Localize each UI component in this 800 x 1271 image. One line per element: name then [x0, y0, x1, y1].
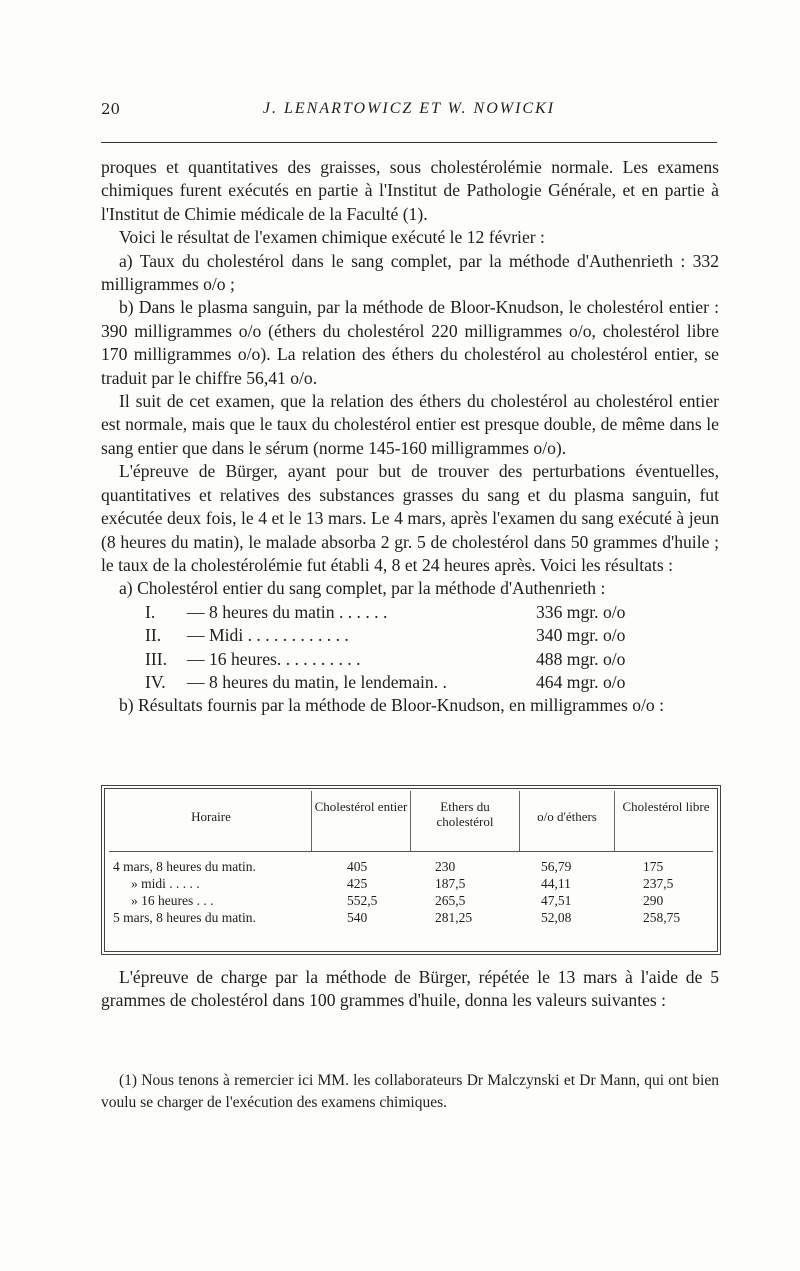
- column-separator: [614, 791, 615, 851]
- table-header: Ethers du cholestérol: [436, 799, 494, 829]
- table-header: o/o d'éthers: [537, 809, 597, 824]
- paragraph: b) Résultats fournis par la méthode de Bloor-Knudson, en milligrammes o/o :: [119, 695, 664, 716]
- page-header: [101, 100, 717, 124]
- list-item: I. — 8 heures du matin . . . . . . 336 mgr. o/o: [145, 601, 626, 622]
- paragraph: a) Taux du cholestérol dans le sang complet, par la méthode d'Authenrieth : 332 milligrammes o/o ;: [101, 250, 719, 295]
- paragraph: Voici le résultat de l'examen chimique exécuté le 12 février :: [119, 227, 545, 248]
- results-table: [101, 785, 721, 955]
- paragraph: L'épreuve de Bürger, ayant pour but de trouver des perturbations éventuelles, quantitatives et relatives des substances grasses du sang et du plasma sanguin, fut exécutée deux fois, le 4 et le 13 mars. Le 4 mars, après l'examen du sang exécuté à jeun (8 heures du matin), le malade absorba 2 gr. 5 de cholestérol dans 50 grammes d'huile ; le taux de la cholestérolémie fut établi 4, 8 et 24 heures après. Voici les résultats :: [101, 461, 719, 575]
- paragraph: b) Dans le plasma sanguin, par la méthode de Bloor-Knudson, le cholestérol entier : 390 milligrammes o/o (éthers du cholestérol 220 milligrammes o/o, cholestérol libre 170 milligrammes o/o). La relation des éthers du cholestérol au cholestérol entier, se traduit par le chiffre 56,41 o/o.: [101, 297, 719, 388]
- paragraph: Il suit de cet examen, que la relation des éthers du cholestérol au cholestérol entier est normale, mais que le taux du cholestérol entier est presque double, de même dans le sang entier que dans le sérum (norme 145-160 milligrammes o/o).: [101, 391, 719, 458]
- column-separator: [311, 791, 312, 851]
- body-text-continued: [101, 966, 719, 1013]
- table-header: Cholestérol libre: [622, 799, 710, 814]
- table-row: 5 mars, 8 heures du matin. 540 281,25 52,08 258,75: [113, 910, 681, 925]
- footnote-text: (1) Nous tenons à remercier ici MM. les collaborateurs Dr Malczynski et Dr Mann, qui ont bien voulu se charger de l'exécution des examens chimiques.: [101, 1072, 719, 1111]
- table-row: » 16 heures . . . 552,5 265,5 47,51 290: [131, 893, 664, 908]
- running-title: J. LENARTOWICZ ET W. NOWICKI: [262, 100, 556, 117]
- table-header: Horaire: [191, 809, 231, 824]
- list-item: IV. — 8 heures du matin, le lendemain. . 464 mgr. o/o: [145, 671, 626, 692]
- results-list: [101, 601, 719, 695]
- table-header: Cholestérol entier: [314, 799, 408, 814]
- paragraph: proques et quantitatives des graisses, sous cholestérolémie normale. Les examens chimiques furent exécutés en partie à l'Institut de Pathologie Générale, et en partie à l'Institut de Chimie médicale de la Faculté (1).: [101, 157, 719, 224]
- header-underline: [109, 851, 713, 852]
- table-row: 4 mars, 8 heures du matin. 405 230 56,79 175: [113, 859, 664, 874]
- table-row: » midi . . . . . 425 187,5 44,11 237,5: [131, 876, 674, 891]
- body-text: [101, 156, 719, 718]
- column-separator: [519, 791, 520, 851]
- header-rule: [101, 142, 717, 143]
- footnote: [101, 1070, 719, 1113]
- page-number: 20: [101, 100, 121, 118]
- list-item: II. — Midi . . . . . . . . . . . . 340 mgr. o/o: [145, 625, 626, 646]
- paragraph: L'épreuve de charge par la méthode de Bürger, répétée le 13 mars à l'aide de 5 grammes de cholestérol dans 100 grammes d'huile, donna les valeurs suivantes :: [101, 967, 719, 1011]
- list-item: III. — 16 heures. . . . . . . . . . 488 mgr. o/o: [145, 648, 626, 669]
- paragraph: a) Cholestérol entier du sang complet, par la méthode d'Authenrieth :: [119, 578, 606, 599]
